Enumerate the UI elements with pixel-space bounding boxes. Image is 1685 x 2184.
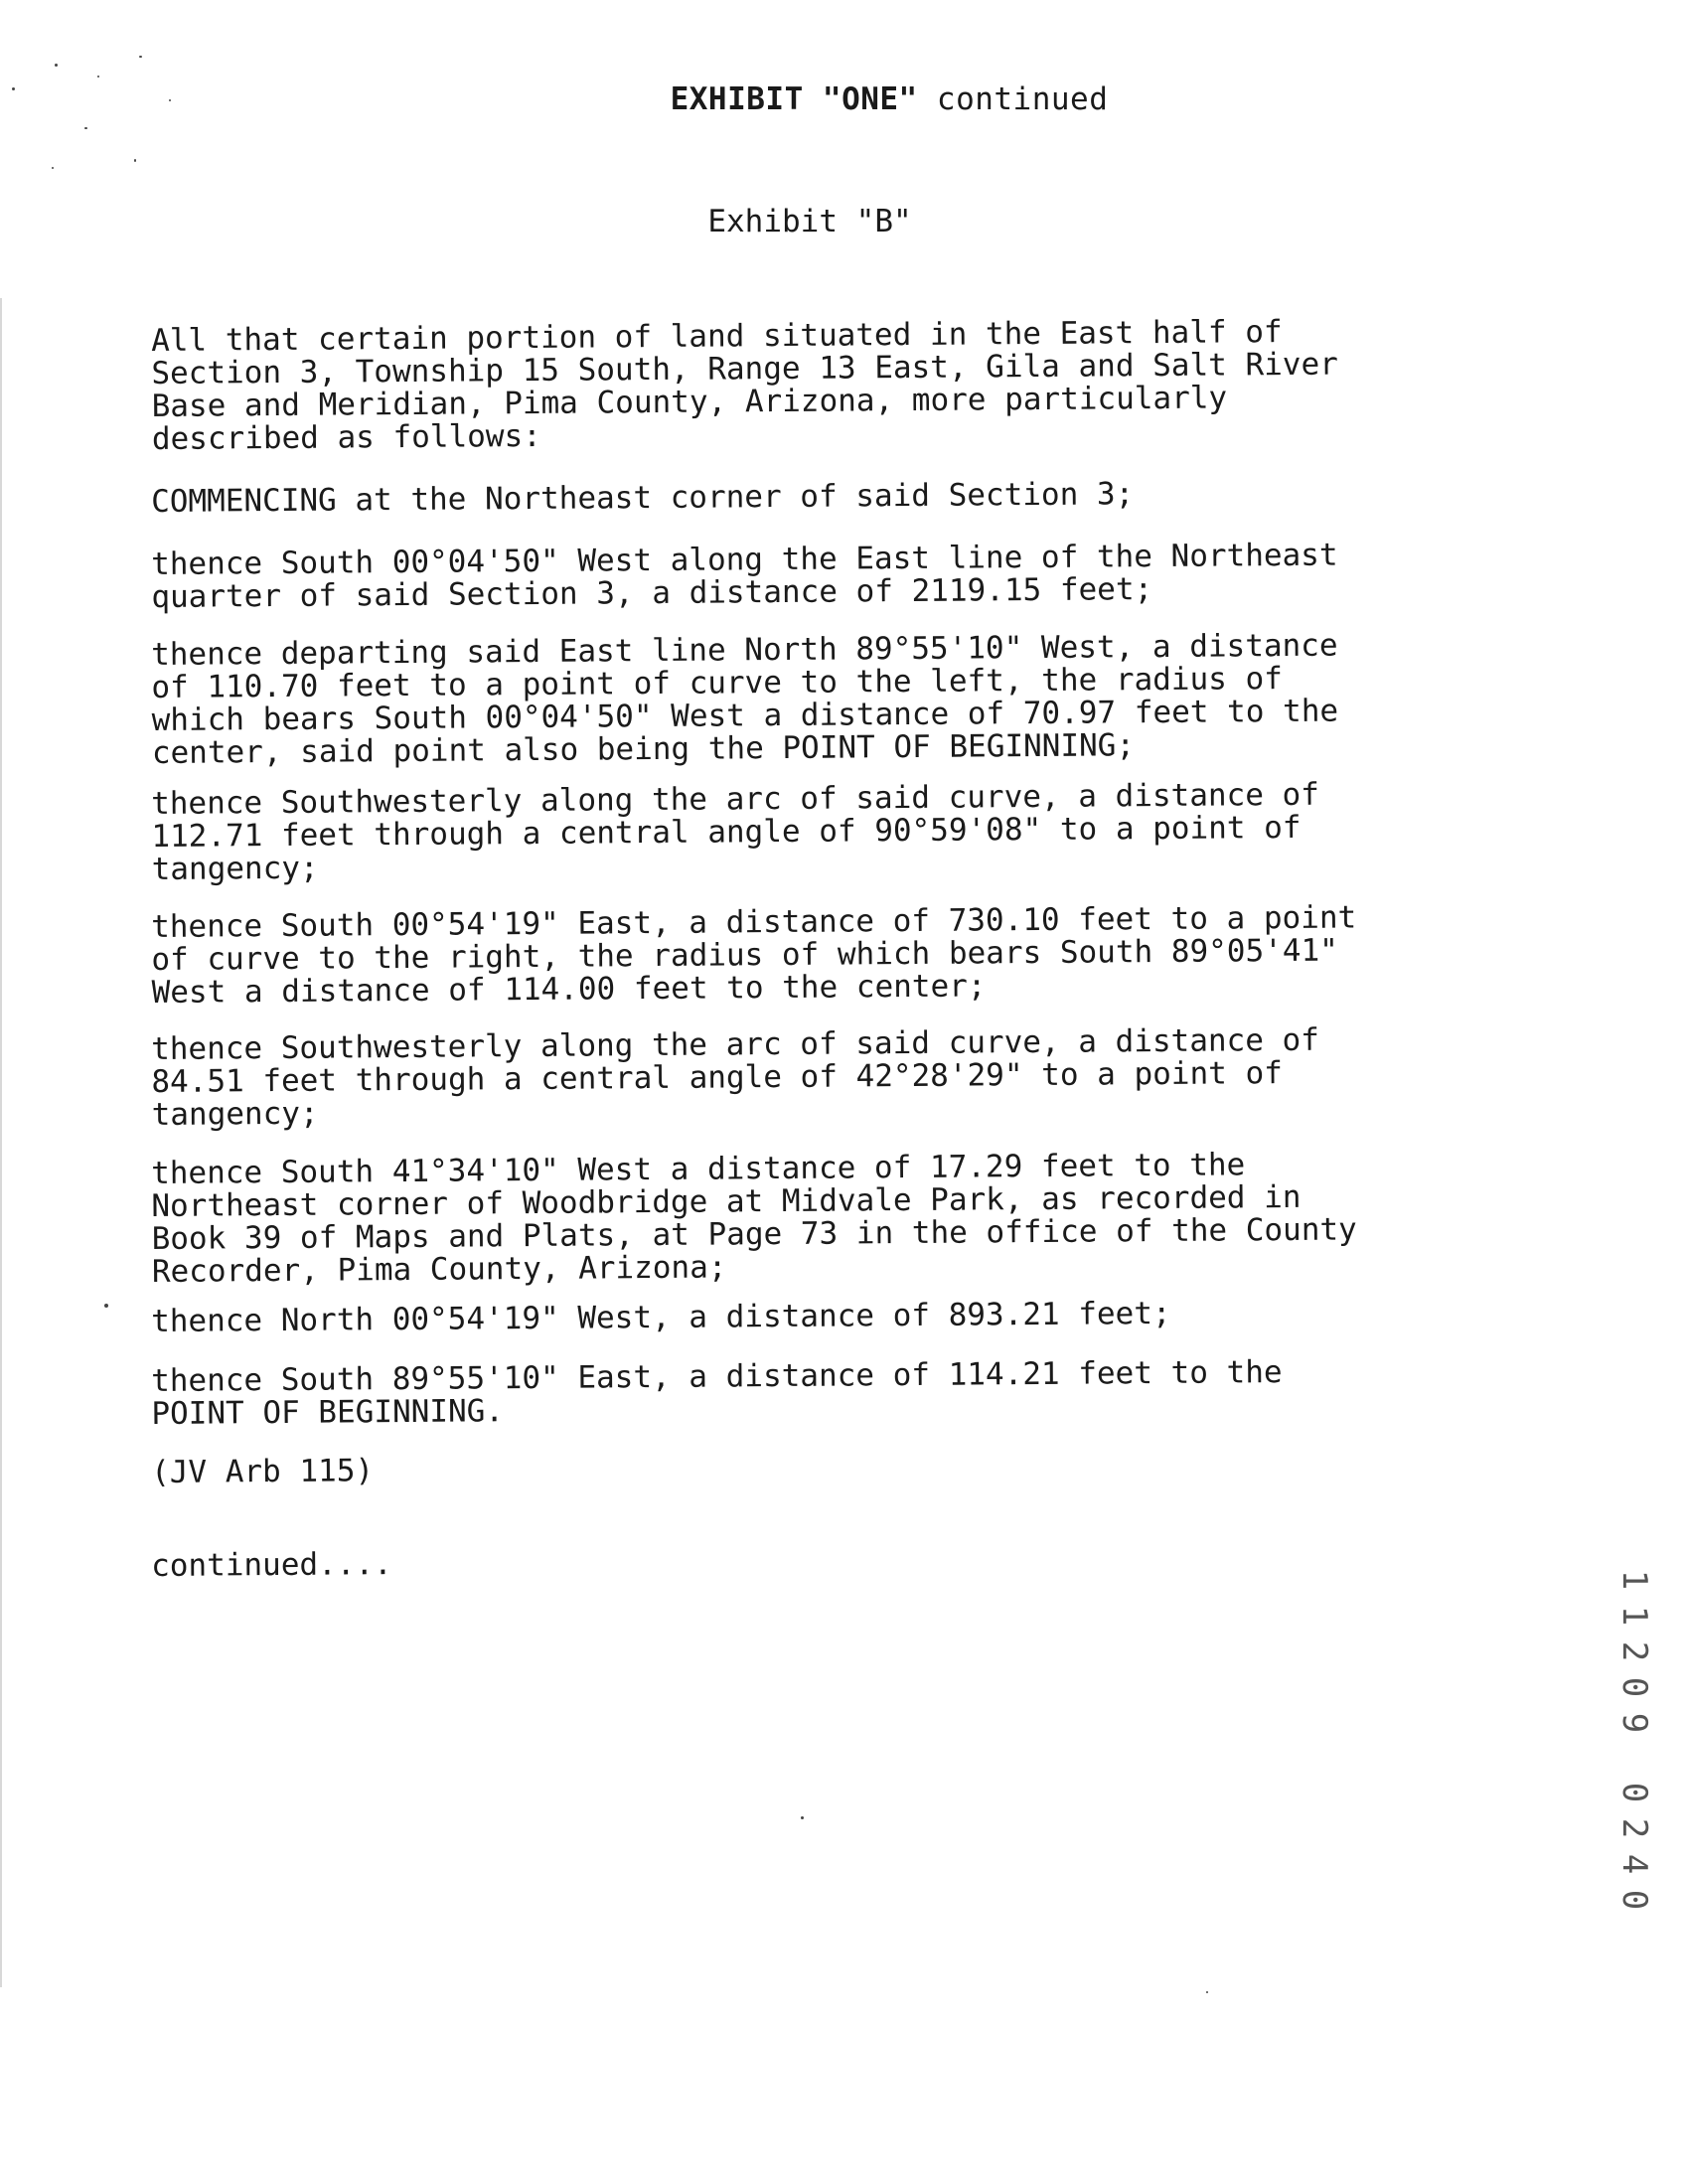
legal-description-intro: All that certain portion of land situated in the East half of Section 3, Township 15 South, Range 13 East, Gila and Salt River Base and Meridian, Pima County, Arizona, more particularly described as follows: [150, 314, 1338, 457]
scan-speck [139, 56, 142, 58]
course-paragraph-6: thence South 41°34'10" West a distance of 17.29 feet to the Northeast corner of Woodbridge at Midvale Park, as recorded in Book 39 of Maps and Plats, at Page 73 in the office of the County Recorder, Pima County, Arizona; [150, 1147, 1357, 1290]
scan-speck [97, 76, 99, 78]
exhibit-subtitle: Exhibit "B" [707, 204, 912, 239]
course-paragraph-8: thence South 89°55'10" East, a distance of 114.21 feet to the POINT OF BEGINNING. [150, 1354, 1283, 1432]
exhibit-title [0, 81, 1685, 117]
scan-speck [169, 99, 171, 101]
exhibit-title-bold: EXHIBIT "ONE" [670, 81, 918, 117]
course-paragraph-2: thence departing said East line North 89°55'10" West, a distance of 110.70 feet to a point of curve to the left, the radius of which bears South 00°04'50" West a distance of 70.97 feet to the center, said point also being the POINT OF BEGINNING; [150, 627, 1339, 771]
stamp-digit: 2 [1614, 1817, 1654, 1839]
scan-speck [84, 127, 87, 129]
reference-note: (JV Arb 115) [150, 1453, 375, 1490]
stamp-digit: 0 [1614, 1676, 1654, 1698]
stamp-digit: 9 [1614, 1712, 1654, 1734]
stamp-digit: 1 [1614, 1605, 1654, 1627]
stamp-digit: 2 [1614, 1640, 1654, 1662]
exhibit-title-continued: continued [936, 81, 1109, 117]
course-paragraph-3: thence Southwesterly along the arc of said curve, a distance of 112.71 feet through a central angle of 90°59'08" to a point of tangency; [150, 776, 1320, 887]
scan-speck [801, 1816, 804, 1819]
scan-edge-line [0, 298, 2, 1987]
stamp-digit: 1 [1614, 1569, 1654, 1591]
scan-speck [104, 1304, 108, 1308]
scan-speck [134, 159, 136, 162]
course-paragraph-5: thence Southwesterly along the arc of said curve, a distance of 84.51 feet through a central angle of 42°28'29" to a point of tangency; [150, 1021, 1320, 1133]
scan-speck [55, 64, 58, 67]
course-paragraph-4: thence South 00°54'19" East, a distance of 730.10 feet to a point of curve to the right, the radius of which bears South 89°05'41" West a distance of 114.00 feet to the center; [150, 899, 1357, 1011]
scan-speck [1206, 1991, 1208, 1993]
stamp-digit: 4 [1614, 1853, 1654, 1875]
course-paragraph-7: thence North 00°54'19" West, a distance of 893.21 feet; [150, 1295, 1171, 1339]
scan-speck [12, 87, 15, 90]
continued-note: continued.... [150, 1546, 392, 1584]
course-paragraph-1: thence South 00°04'50" West along the East line of the Northeast quarter of said Section 3, a distance of 2119.15 feet; [150, 537, 1338, 615]
commencing-paragraph: COMMENCING at the Northeast corner of said Section 3; [150, 476, 1135, 520]
stamp-digit: 0 [1614, 1782, 1654, 1803]
document-number-stamp [1614, 1562, 1654, 1918]
stamp-digit: 0 [1614, 1889, 1654, 1911]
scan-speck [52, 167, 54, 169]
